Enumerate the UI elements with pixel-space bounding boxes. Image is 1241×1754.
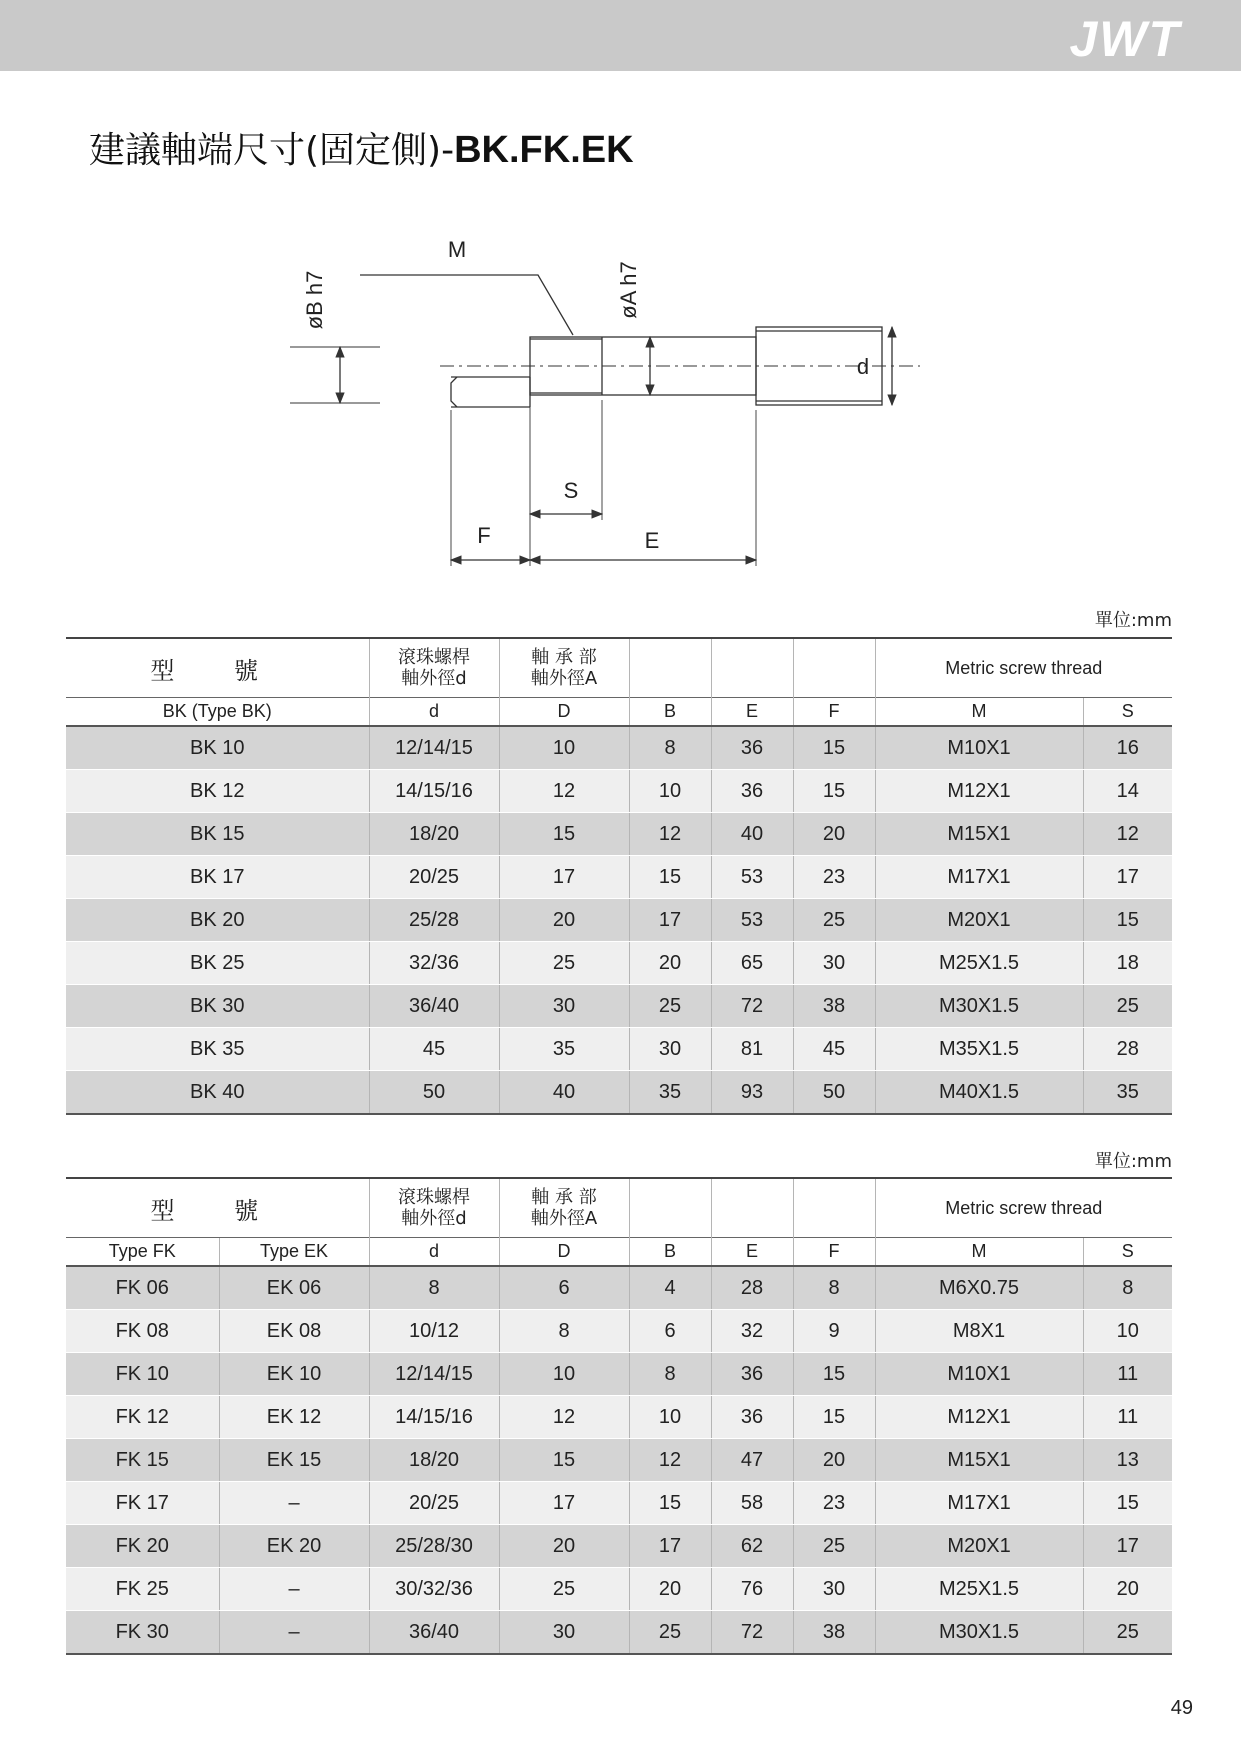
bk-header-d: 滾珠螺桿 軸外徑d: [369, 638, 499, 698]
cell-E: 47: [711, 1439, 793, 1482]
bk-subheader-D: D: [499, 698, 629, 727]
cell-S: 20: [1083, 1568, 1172, 1611]
cell-M: M30X1.5: [875, 985, 1083, 1028]
cell-E: 53: [711, 856, 793, 899]
cell-d: 32/36: [369, 942, 499, 985]
brand-logo: JWT: [1069, 11, 1181, 67]
bk-subheader-row: [66, 698, 1172, 727]
label-d: d: [856, 354, 870, 379]
cell-M: M10X1: [875, 726, 1083, 770]
cell-B: 20: [629, 942, 711, 985]
cell-d: 18/20: [369, 1439, 499, 1482]
cell-E: 36: [711, 770, 793, 813]
bk-subheader-B: B: [629, 698, 711, 727]
table-row: [66, 1071, 1172, 1115]
bk-subheader-model: BK (Type BK): [66, 698, 369, 727]
cell-S: 14: [1083, 770, 1172, 813]
cell-E: 65: [711, 942, 793, 985]
cell-E: 36: [711, 726, 793, 770]
cell-fk: FK 20: [66, 1525, 219, 1568]
unit-note-bk: 單位:mm: [1094, 610, 1172, 631]
cell-model: BK 10: [66, 726, 369, 770]
table-row: [66, 1568, 1172, 1611]
bk-header-row: [66, 638, 1172, 698]
cell-d: 20/25: [369, 1482, 499, 1525]
bk-subheader-M: M: [875, 698, 1083, 727]
cell-B: 30: [629, 1028, 711, 1071]
cell-D: 10: [499, 1353, 629, 1396]
cell-d: 36/40: [369, 1611, 499, 1655]
fk-subheader-S: S: [1083, 1238, 1172, 1267]
cell-F: 15: [793, 726, 875, 770]
cell-M: M12X1: [875, 1396, 1083, 1439]
cell-F: 15: [793, 1396, 875, 1439]
cell-F: 15: [793, 770, 875, 813]
cell-S: 15: [1083, 899, 1172, 942]
cell-B: 35: [629, 1071, 711, 1115]
fk-subheader-ek: Type EK: [219, 1238, 369, 1267]
cell-d: 20/25: [369, 856, 499, 899]
table-row: [66, 1482, 1172, 1525]
cell-F: 30: [793, 942, 875, 985]
table-row: [66, 1611, 1172, 1655]
cell-S: 25: [1083, 985, 1172, 1028]
cell-d: 50: [369, 1071, 499, 1115]
cell-F: 25: [793, 1525, 875, 1568]
cell-F: 23: [793, 856, 875, 899]
cell-D: 6: [499, 1266, 629, 1310]
cell-model: BK 35: [66, 1028, 369, 1071]
header-bar: [0, 0, 1241, 71]
table-row: [66, 985, 1172, 1028]
label-s: S: [563, 478, 579, 503]
cell-B: 25: [629, 1611, 711, 1655]
cell-fk: FK 25: [66, 1568, 219, 1611]
cell-B: 15: [629, 1482, 711, 1525]
bk-subheader-d: d: [369, 698, 499, 727]
bk-header-metric: Metric screw thread: [875, 638, 1172, 698]
cell-M: M6X0.75: [875, 1266, 1083, 1310]
cell-D: 12: [499, 1396, 629, 1439]
cell-E: 36: [711, 1353, 793, 1396]
cell-D: 15: [499, 813, 629, 856]
cell-F: 15: [793, 1353, 875, 1396]
cell-F: 38: [793, 1611, 875, 1655]
cell-S: 17: [1083, 1525, 1172, 1568]
cell-d: 10/12: [369, 1310, 499, 1353]
page-title: [89, 122, 634, 173]
cell-D: 17: [499, 856, 629, 899]
fk-header-row: [66, 1178, 1172, 1238]
fk-table-body: [66, 1266, 1172, 1654]
fk-subheader-M: M: [875, 1238, 1083, 1267]
cell-D: 25: [499, 942, 629, 985]
cell-S: 18: [1083, 942, 1172, 985]
fk-header-metric: Metric screw thread: [875, 1178, 1172, 1238]
cell-d: 12/14/15: [369, 1353, 499, 1396]
cell-fk: FK 12: [66, 1396, 219, 1439]
cell-M: M25X1.5: [875, 1568, 1083, 1611]
cell-D: 25: [499, 1568, 629, 1611]
cell-E: 72: [711, 1611, 793, 1655]
fk-subheader-D: D: [499, 1238, 629, 1267]
cell-E: 76: [711, 1568, 793, 1611]
cell-F: 20: [793, 813, 875, 856]
cell-F: 38: [793, 985, 875, 1028]
cell-M: M17X1: [875, 1482, 1083, 1525]
bk-subheader-F: F: [793, 698, 875, 727]
cell-B: 15: [629, 856, 711, 899]
cell-d: 36/40: [369, 985, 499, 1028]
cell-D: 8: [499, 1310, 629, 1353]
fk-header-d: 滾珠螺桿 軸外徑d: [369, 1178, 499, 1238]
cell-ek: EK 15: [219, 1439, 369, 1482]
bk-table-body: [66, 726, 1172, 1114]
fk-header-model: 型 號: [66, 1178, 369, 1238]
table-row: [66, 1028, 1172, 1071]
cell-M: M20X1: [875, 1525, 1083, 1568]
shaft-end-diagram: [290, 230, 930, 570]
cell-D: 20: [499, 1525, 629, 1568]
cell-model: BK 17: [66, 856, 369, 899]
fk-subheader-B: B: [629, 1238, 711, 1267]
cell-B: 4: [629, 1266, 711, 1310]
cell-d: 25/28: [369, 899, 499, 942]
cell-M: M15X1: [875, 813, 1083, 856]
cell-M: M25X1.5: [875, 942, 1083, 985]
cell-F: 45: [793, 1028, 875, 1071]
cell-E: 53: [711, 899, 793, 942]
cell-fk: FK 17: [66, 1482, 219, 1525]
cell-fk: FK 06: [66, 1266, 219, 1310]
cell-E: 81: [711, 1028, 793, 1071]
cell-B: 8: [629, 1353, 711, 1396]
cell-ek: EK 12: [219, 1396, 369, 1439]
cell-d: 14/15/16: [369, 1396, 499, 1439]
cell-E: 28: [711, 1266, 793, 1310]
cell-model: BK 12: [66, 770, 369, 813]
table-row: [66, 1439, 1172, 1482]
label-e: E: [644, 528, 660, 553]
cell-S: 28: [1083, 1028, 1172, 1071]
fk-subheader-fk: Type FK: [66, 1238, 219, 1267]
cell-ek: –: [219, 1482, 369, 1525]
cell-D: 30: [499, 1611, 629, 1655]
fk-subheader-d: d: [369, 1238, 499, 1267]
cell-D: 30: [499, 985, 629, 1028]
fk-header-a: 軸 承 部 軸外徑A: [499, 1178, 629, 1238]
cell-M: M12X1: [875, 770, 1083, 813]
cell-d: 45: [369, 1028, 499, 1071]
fk-subheader-F: F: [793, 1238, 875, 1267]
cell-F: 30: [793, 1568, 875, 1611]
bk-subheader-S: S: [1083, 698, 1172, 727]
table-row: [66, 856, 1172, 899]
cell-B: 25: [629, 985, 711, 1028]
page-title-prefix: 建議軸端尺寸(固定側)-: [89, 130, 455, 171]
cell-d: 14/15/16: [369, 770, 499, 813]
cell-D: 12: [499, 770, 629, 813]
cell-B: 6: [629, 1310, 711, 1353]
bk-subheader-E: E: [711, 698, 793, 727]
cell-E: 32: [711, 1310, 793, 1353]
cell-M: M8X1: [875, 1310, 1083, 1353]
cell-model: BK 40: [66, 1071, 369, 1115]
cell-S: 12: [1083, 813, 1172, 856]
label-f: F: [477, 523, 491, 548]
cell-F: 9: [793, 1310, 875, 1353]
table-row: [66, 899, 1172, 942]
label-b-h7: øB h7: [302, 270, 327, 330]
cell-S: 8: [1083, 1266, 1172, 1310]
cell-M: M17X1: [875, 856, 1083, 899]
bk-header-a: 軸 承 部 軸外徑A: [499, 638, 629, 698]
cell-model: BK 25: [66, 942, 369, 985]
cell-D: 35: [499, 1028, 629, 1071]
label-a-h7: øA h7: [616, 261, 641, 319]
table-row: [66, 942, 1172, 985]
cell-ek: EK 10: [219, 1353, 369, 1396]
bk-header-model: 型 號: [66, 638, 369, 698]
cell-ek: EK 08: [219, 1310, 369, 1353]
cell-S: 11: [1083, 1396, 1172, 1439]
cell-F: 20: [793, 1439, 875, 1482]
fk-spec-table: [66, 1177, 1172, 1655]
cell-fk: FK 15: [66, 1439, 219, 1482]
cell-S: 25: [1083, 1611, 1172, 1655]
cell-D: 20: [499, 899, 629, 942]
cell-d: 18/20: [369, 813, 499, 856]
cell-S: 17: [1083, 856, 1172, 899]
cell-B: 10: [629, 1396, 711, 1439]
cell-M: M35X1.5: [875, 1028, 1083, 1071]
m-leader: [360, 275, 573, 335]
unit-note-fk: 單位:mm: [1094, 1151, 1172, 1172]
cell-d: 12/14/15: [369, 726, 499, 770]
cell-ek: –: [219, 1568, 369, 1611]
cell-S: 15: [1083, 1482, 1172, 1525]
table-row: [66, 1396, 1172, 1439]
page-title-suffix: BK.FK.EK: [454, 129, 634, 171]
cell-M: M30X1.5: [875, 1611, 1083, 1655]
cell-M: M20X1: [875, 899, 1083, 942]
cell-M: M40X1.5: [875, 1071, 1083, 1115]
cell-d: 8: [369, 1266, 499, 1310]
cell-d: 25/28/30: [369, 1525, 499, 1568]
cell-B: 17: [629, 899, 711, 942]
cell-F: 23: [793, 1482, 875, 1525]
cell-model: BK 20: [66, 899, 369, 942]
cell-model: BK 15: [66, 813, 369, 856]
cell-M: M15X1: [875, 1439, 1083, 1482]
cell-F: 50: [793, 1071, 875, 1115]
label-m: M: [447, 237, 467, 262]
cell-B: 17: [629, 1525, 711, 1568]
cell-S: 16: [1083, 726, 1172, 770]
cell-E: 58: [711, 1482, 793, 1525]
shaft-chamfer: [451, 377, 457, 407]
cell-E: 40: [711, 813, 793, 856]
cell-B: 8: [629, 726, 711, 770]
cell-S: 35: [1083, 1071, 1172, 1115]
cell-d: 30/32/36: [369, 1568, 499, 1611]
cell-B: 12: [629, 813, 711, 856]
cell-E: 72: [711, 985, 793, 1028]
table-row: [66, 1266, 1172, 1310]
fk-subheader-E: E: [711, 1238, 793, 1267]
table-row: [66, 813, 1172, 856]
cell-fk: FK 10: [66, 1353, 219, 1396]
cell-fk: FK 08: [66, 1310, 219, 1353]
cell-model: BK 30: [66, 985, 369, 1028]
cell-E: 36: [711, 1396, 793, 1439]
cell-ek: EK 20: [219, 1525, 369, 1568]
cell-S: 13: [1083, 1439, 1172, 1482]
cell-E: 93: [711, 1071, 793, 1115]
cell-E: 62: [711, 1525, 793, 1568]
bk-spec-table: [66, 637, 1172, 1115]
page-number: 49: [1170, 1697, 1193, 1719]
cell-D: 17: [499, 1482, 629, 1525]
cell-S: 10: [1083, 1310, 1172, 1353]
cell-F: 25: [793, 899, 875, 942]
cell-D: 15: [499, 1439, 629, 1482]
cell-ek: EK 06: [219, 1266, 369, 1310]
cell-D: 40: [499, 1071, 629, 1115]
cell-B: 12: [629, 1439, 711, 1482]
cell-D: 10: [499, 726, 629, 770]
table-row: [66, 726, 1172, 770]
cell-B: 20: [629, 1568, 711, 1611]
cell-M: M10X1: [875, 1353, 1083, 1396]
cell-fk: FK 30: [66, 1611, 219, 1655]
cell-S: 11: [1083, 1353, 1172, 1396]
cell-ek: –: [219, 1611, 369, 1655]
table-row: [66, 1310, 1172, 1353]
cell-B: 10: [629, 770, 711, 813]
table-row: [66, 1525, 1172, 1568]
table-row: [66, 770, 1172, 813]
fk-subheader-row: [66, 1238, 1172, 1267]
cell-F: 8: [793, 1266, 875, 1310]
table-row: [66, 1353, 1172, 1396]
